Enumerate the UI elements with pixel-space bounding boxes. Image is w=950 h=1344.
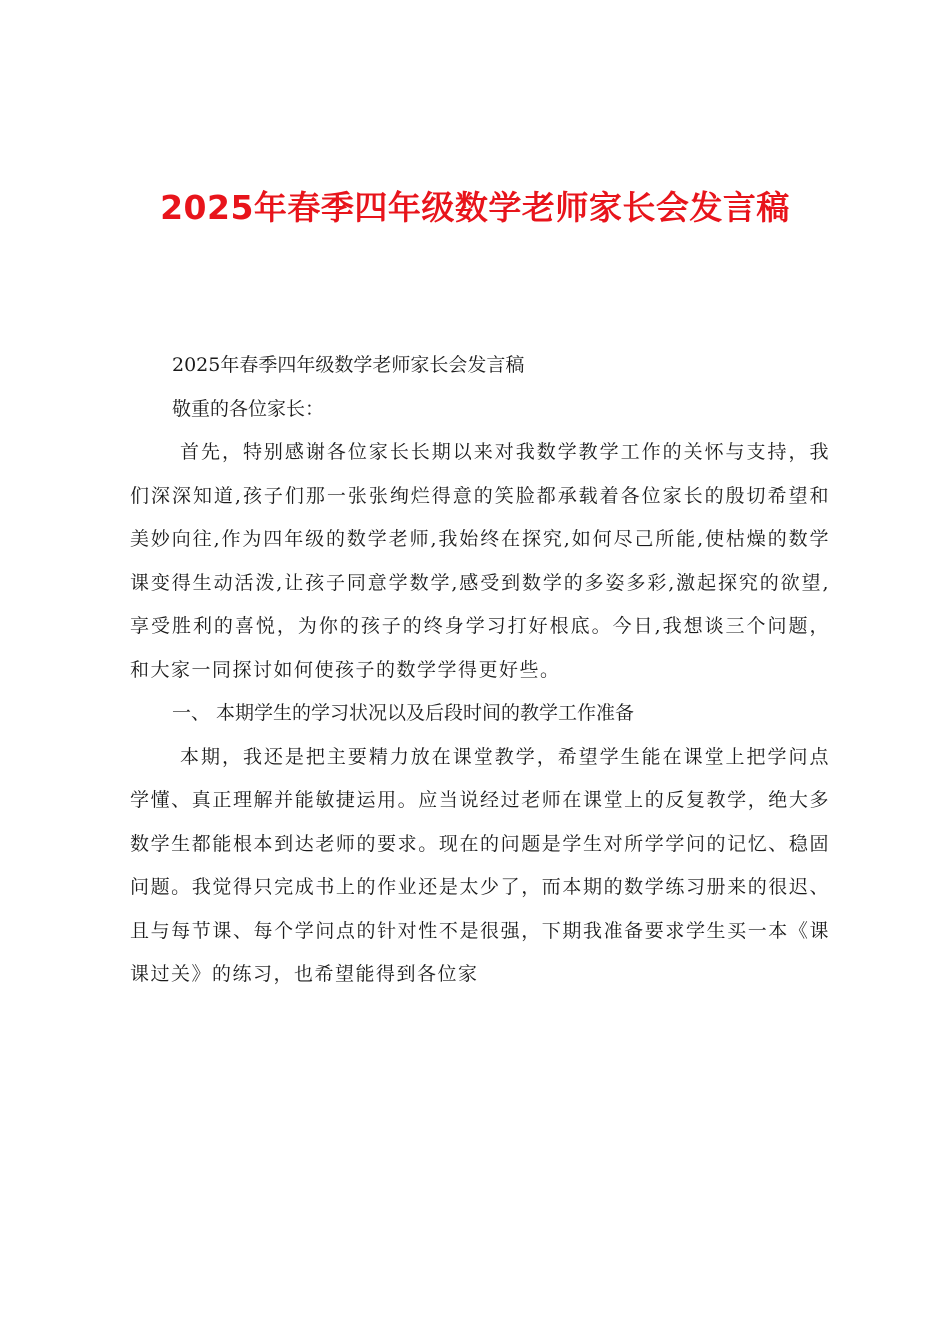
document-title: 2025年春季四年级数学老师家长会发言稿 bbox=[160, 188, 790, 227]
salutation: 敬重的各位家长： bbox=[172, 397, 325, 420]
paragraph-section-one: 本期，我还是把主要精力放在课堂教学，希望学生能在课堂上把学问点学懂、真正理解并能敏捷运用。应当说经过老师在课堂上的反复教学，绝大多数学生都能根本到达老师的要求。现在的问题是学生对所学学问的记忆、稳固问题。我觉得只完成书上的作业还是太少了，而本期的数学练习册来的很迟、且与每节课、每个学问点的针对性不是很强，下期我准备要求学生买一本《课课过关》的练习，也希望能得到各位家 bbox=[130, 745, 830, 985]
paragraph-intro: 首先，特别感谢各位家长长期以来对我数学教学工作的关怀与支持，我们深深知道,孩子们那一张张绚烂得意的笑脸都承载着各位家长的殷切希望和美妙向往,作为四年级的数学老师,我始终在探究,如何尽己所能,使枯燥的数学课变得生动活泼,让孩子同意学数学,感受到数学的多姿多彩,激起探究的欲望,享受胜利的喜悦，为你的孩子的终身学习打好根底。今日,我想谈三个问题，和大家一同探讨如何使孩子的数学学得更好些。 bbox=[130, 441, 830, 681]
section-heading-one: 一、 本期学生的学习状况以及后段时间的教学工作准备 bbox=[172, 702, 635, 724]
document-body bbox=[130, 344, 830, 997]
document-subtitle: 2025年春季四年级数学老师家长会发言稿 bbox=[172, 354, 525, 376]
